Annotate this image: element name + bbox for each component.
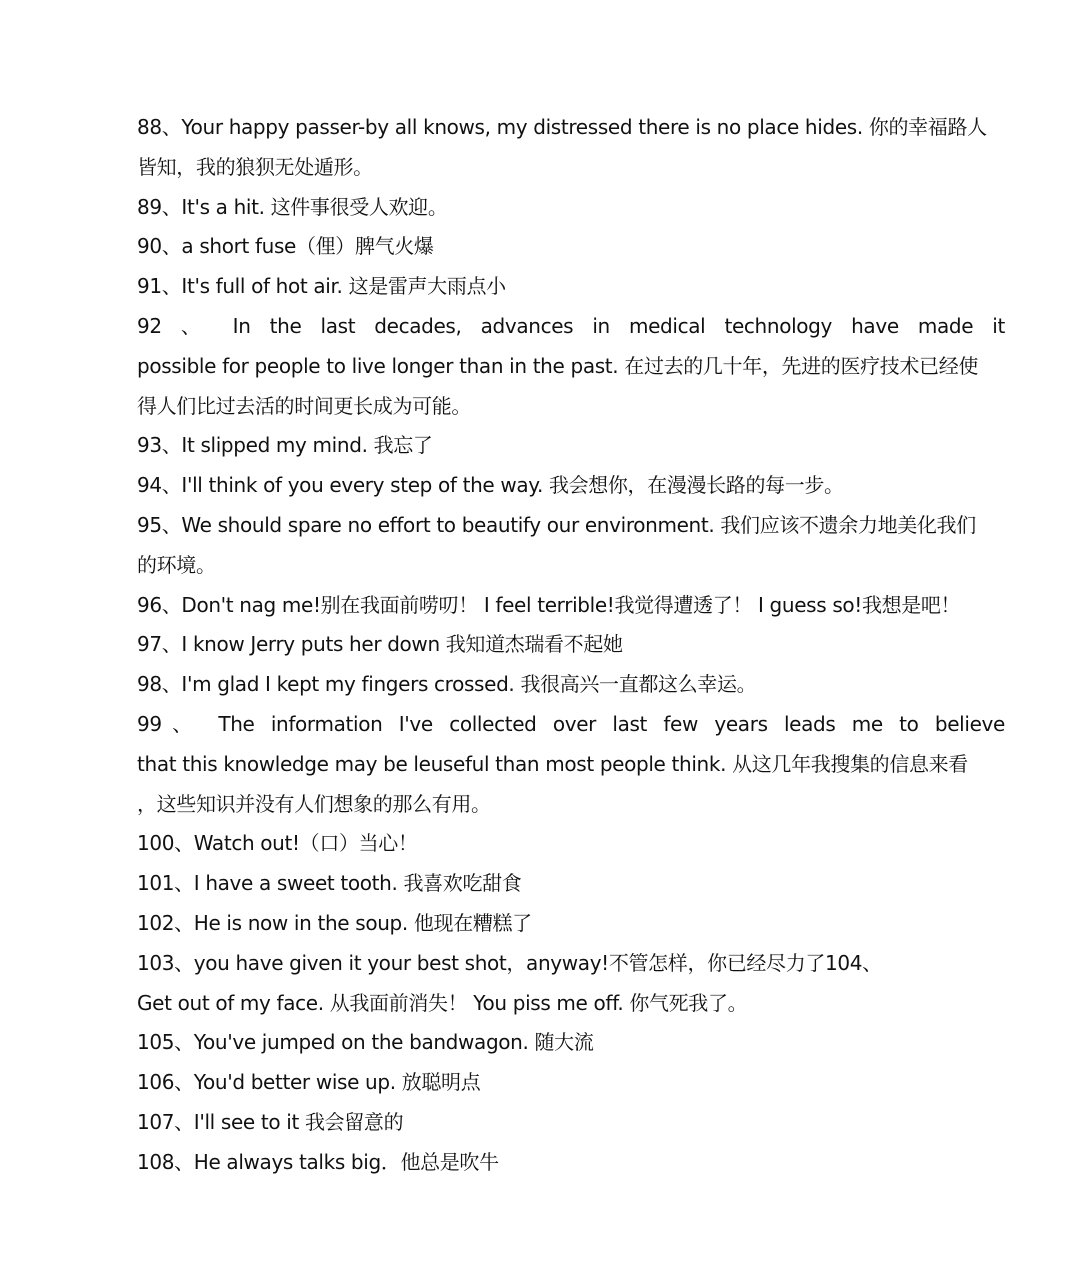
text-line-93: 93、It slipped my mind. 我忘了 [137, 433, 433, 458]
text-line-104: Get out of my face. 从我面前消失！ You piss me off. 你气死我了。 [137, 990, 748, 1015]
text-line-105: 105、You've jumped on the bandwagon. 随大流 [137, 1030, 594, 1055]
text-line-99-cont-2: ，这些知识并没有人们想象的那么有用。 [137, 791, 491, 816]
text-line-103: 103、you have given it your best shot，anyway!不管怎样，你已经尽力了104、 [137, 950, 882, 975]
text-line-101: 101、I have a sweet tooth. 我喜欢吃甜食 [137, 871, 522, 896]
text-line-95-cont: 的环境。 [137, 552, 216, 577]
text-line-100: 100、Watch out!（口）当心！ [137, 831, 418, 856]
text-line-107: 107、I'll see to it 我会留意的 [137, 1109, 404, 1134]
text-line-96: 96、Don't nag me!别在我面前唠叨！ I feel terrible!我觉得遭透了！ I guess so!我想是吧！ [137, 592, 961, 617]
text-line-90: 90、a short fuse（俚）脾气火爆 [137, 234, 434, 259]
text-line-108: 108、He always talks big．他总是吹牛 [137, 1149, 499, 1174]
document-body [137, 108, 1005, 1183]
text-line-95: 95、We should spare no effort to beautify our environment. 我们应该不遗余力地美化我们 [137, 512, 976, 537]
text-line-91: 91、It's full of hot air. 这是雷声大雨点小 [137, 274, 506, 299]
text-line-92-cont-1: possible for people to live longer than in the past. 在过去的几十年，先进的医疗技术已经使 [137, 353, 978, 378]
text-line-94: 94、I'll think of you every step of the way. 我会想你，在漫漫长路的每一步。 [137, 473, 844, 498]
text-line-99-cont-1: that this knowledge may be leuseful than most people think. 从这几年我搜集的信息来看 [137, 751, 968, 776]
text-line-88-cont: 皆知，我的狼狈无处遁形。 [137, 154, 373, 179]
text-line-97: 97、I know Jerry puts her down 我知道杰瑞看不起她 [137, 632, 623, 657]
text-line-89: 89、It's a hit. 这件事很受人欢迎。 [137, 194, 448, 219]
text-line-102: 102、He is now in the soup. 他现在糟糕了 [137, 910, 532, 935]
text-line-92-cont-2: 得人们比过去活的时间更长成为可能。 [137, 393, 472, 418]
text-line-106: 106、You'd better wise up. 放聪明点 [137, 1070, 481, 1095]
text-line-92: 92 、 In the last decades, advances in medical technology have made it [137, 313, 1005, 338]
text-line-88: 88、Your happy passer-by all knows, my distressed there is no place hides. 你的幸福路人 [137, 115, 987, 139]
text-line-99: 99、 The information I've collected over last few years leads me to believe [137, 711, 1005, 736]
text-line-98: 98、I'm glad I kept my fingers crossed. 我很高兴一直都这么幸运。 [137, 672, 757, 697]
